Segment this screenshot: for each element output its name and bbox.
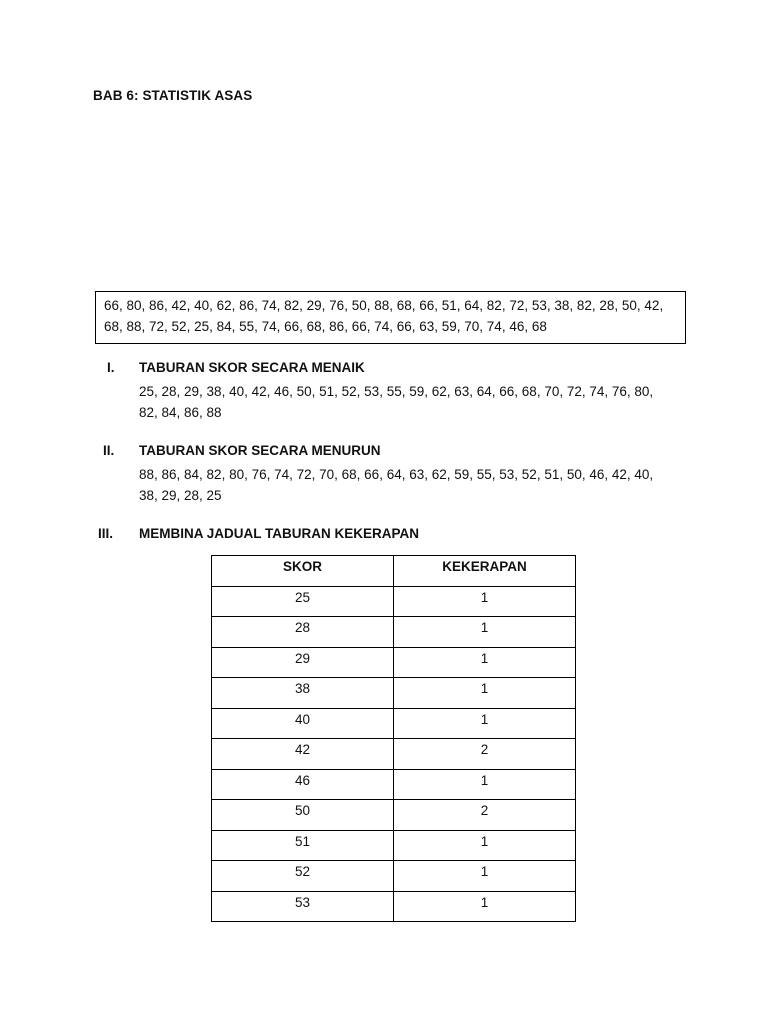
column-header-skor: SKOR (212, 556, 394, 587)
cell-skor: 52 (212, 861, 394, 892)
table-body (212, 586, 576, 922)
table-row (212, 861, 576, 892)
table-row (212, 769, 576, 800)
cell-kekerapan: 1 (394, 830, 576, 861)
cell-skor: 51 (212, 830, 394, 861)
cell-kekerapan: 1 (394, 708, 576, 739)
cell-skor: 25 (212, 586, 394, 617)
cell-skor: 29 (212, 647, 394, 678)
cell-skor: 40 (212, 708, 394, 739)
table-row (212, 739, 576, 770)
section-number: I. (107, 360, 115, 375)
page-title: BAB 6: STATISTIK ASAS (93, 88, 253, 103)
cell-kekerapan: 1 (394, 891, 576, 922)
cell-kekerapan: 1 (394, 769, 576, 800)
cell-kekerapan: 1 (394, 678, 576, 709)
section-body: 25, 28, 29, 38, 40, 42, 46, 50, 51, 52, 53, 55, 59, 62, 63, 64, 66, 68, 70, 72, 74, 76, 80, 82, 84, 86, 88 (139, 384, 654, 420)
table-row (212, 586, 576, 617)
frequency-table (211, 555, 576, 922)
cell-skor: 28 (212, 617, 394, 648)
cell-kekerapan: 1 (394, 586, 576, 617)
cell-kekerapan: 1 (394, 617, 576, 648)
section-number: II. (103, 443, 115, 458)
raw-data-box: 66, 80, 86, 42, 40, 62, 86, 74, 82, 29, 76, 50, 88, 68, 66, 51, 64, 82, 72, 53, 38, 82, 28, 50, 42, 68, 88, 72, 52, 25, 84, 55, 74, 66, 68, 86, 66, 74, 66, 63, 59, 70, 74, 46, 68 (95, 291, 686, 344)
table-row (212, 617, 576, 648)
table-row (212, 708, 576, 739)
section-heading: TABURAN SKOR SECARA MENAIK (139, 360, 365, 375)
section-body: 88, 86, 84, 82, 80, 76, 74, 72, 70, 68, 66, 64, 63, 62, 59, 55, 53, 52, 51, 50, 46, 42, 40, 38, 29, 28, 25 (139, 467, 654, 503)
table-row (212, 830, 576, 861)
table-row (212, 678, 576, 709)
cell-skor: 42 (212, 739, 394, 770)
section-heading: TABURAN SKOR SECARA MENURUN (139, 443, 381, 458)
cell-kekerapan: 2 (394, 739, 576, 770)
cell-skor: 46 (212, 769, 394, 800)
section-number: III. (98, 526, 114, 541)
column-header-kekerapan: KEKERAPAN (394, 556, 576, 587)
cell-skor: 50 (212, 800, 394, 831)
table-header-row (212, 556, 576, 587)
cell-kekerapan: 1 (394, 647, 576, 678)
table-row (212, 800, 576, 831)
cell-skor: 38 (212, 678, 394, 709)
section-heading: MEMBINA JADUAL TABURAN KEKERAPAN (139, 526, 419, 541)
table-row (212, 891, 576, 922)
cell-kekerapan: 2 (394, 800, 576, 831)
cell-skor: 53 (212, 891, 394, 922)
cell-kekerapan: 1 (394, 861, 576, 892)
table-row (212, 647, 576, 678)
